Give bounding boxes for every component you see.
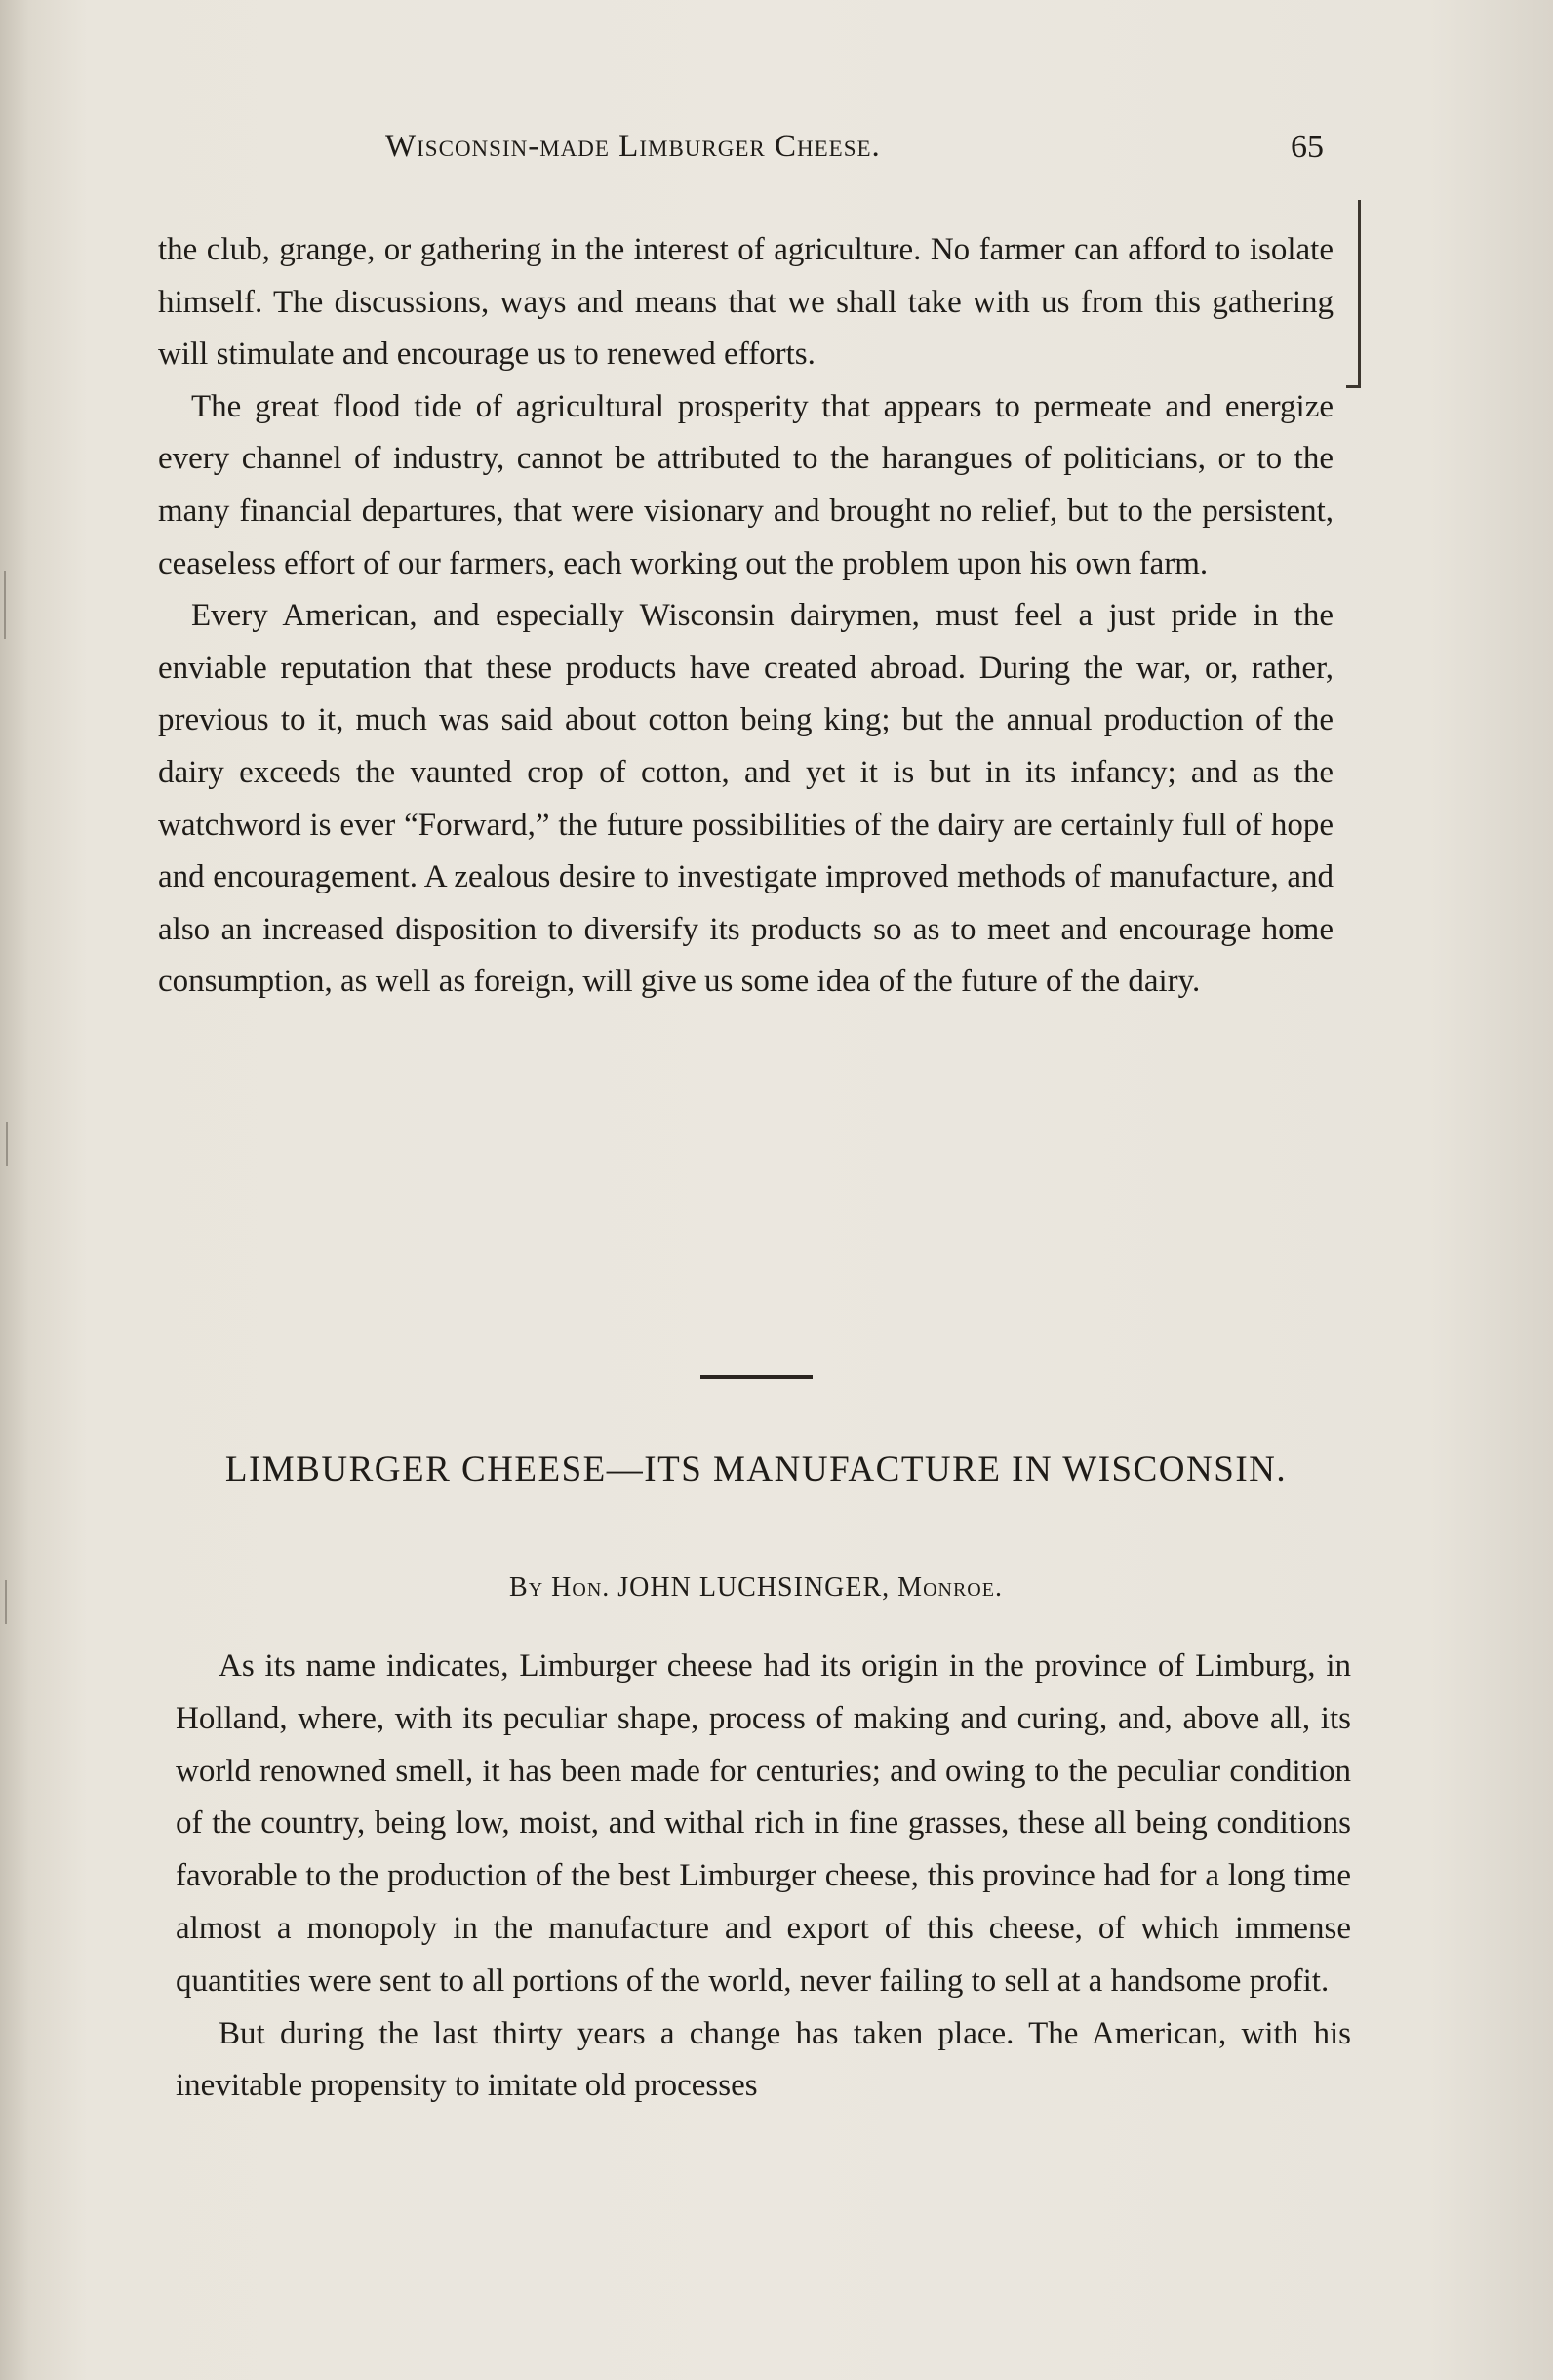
section-title: LIMBURGER CHEESE—ITS MANUFACTURE IN WISCONSIN.: [224, 1449, 1288, 1489]
byline: [166, 1572, 1346, 1604]
article-paragraph: But during the last thirty years a change has taken place. The American, with his inevitable propensity to imitate old processes: [176, 2015, 1351, 2104]
byline-prefix: By Hon.: [509, 1572, 611, 1603]
gutter-mark: [4, 571, 6, 639]
gutter-mark: [6, 1122, 8, 1166]
article-paragraph: As its name indicates, Limburger cheese had its origin in the province of Limburg, in Holland, where, with its peculiar shape, process of making and curing, and, above all, its world renowned smell, it has been made for centuries; and owing to the peculiar condition of the country, being low, moist, and withal rich in fine grasses, these all being conditions favorable to the production of the best Limburger cheese, this province had for a long time almost a monopoly in the manufacture and export of this cheese, of which immense quantities were sent to all portions of the world, never failing to sell at a handsome profit.: [176, 1648, 1351, 1999]
running-head: [385, 129, 1332, 176]
page-number: 65: [1291, 129, 1324, 165]
paragraph: The great flood tide of agricultural prosperity that appears to permeate and energize every channel of industry, cannot be attributed to the harangues of politicians, or to the many financial departures, that were visionary and brought no relief, but to the persistent, ceaseless effort of our farmers, each working out the problem upon his own farm.: [158, 388, 1334, 581]
gutter-mark: [5, 1580, 7, 1624]
running-title: Wisconsin-made Limburger Cheese.: [385, 129, 881, 164]
section-rule: [700, 1375, 813, 1379]
margin-bracket: [1346, 200, 1361, 388]
body-text: [158, 224, 1334, 1009]
byline-name: JOHN LUCHSINGER,: [617, 1572, 891, 1603]
byline-place: Monroe.: [897, 1572, 1003, 1603]
article-text: [176, 1641, 1351, 2113]
paragraph: Every American, and especially Wisconsin dairymen, must feel a just pride in the enviable reputation that these products have created abroad. During the war, or, rather, previous to it, much was said about cotton being king; but the annual production of the dairy exceeds the vaunted crop of cotton, and yet it is but in its infancy; and as the watchword is ever “Forward,” the future possibilities of the dairy are certainly full of hope and encouragement. A zealous desire to investigate improved methods of manufacture, and also an increased disposition to diversify its products so as to meet and encourage home consumption, as well as foreign, will give us some idea of the future of the dairy.: [158, 598, 1334, 1000]
paragraph: the club, grange, or gathering in the interest of agriculture. No farmer can afford to isolate himself. The discussions, ways and means that we shall take with us from this gathering will stimulate and encourage us to renewed efforts.: [158, 232, 1334, 373]
